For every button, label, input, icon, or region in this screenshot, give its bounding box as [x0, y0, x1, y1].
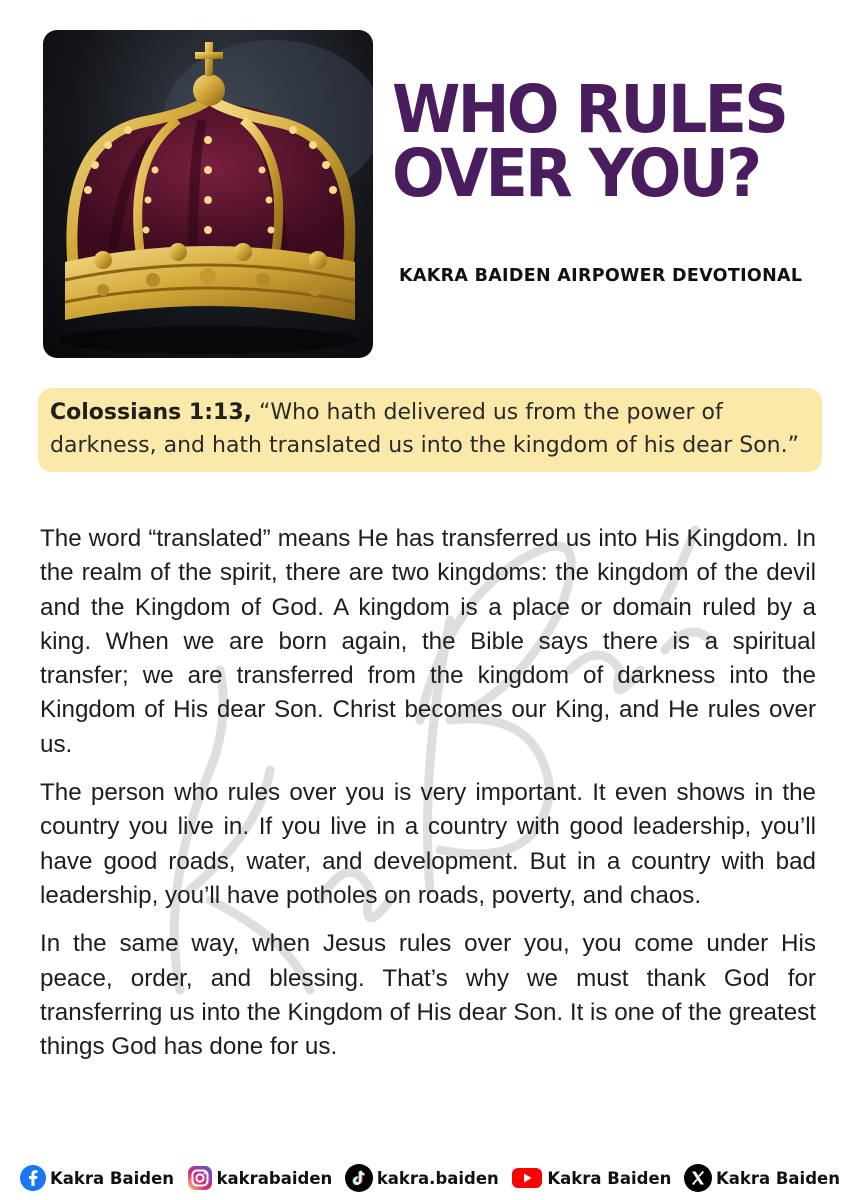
instagram-handle: kakrabaiden — [216, 1168, 333, 1188]
youtube-icon — [511, 1166, 543, 1190]
x-handle: Kakra Baiden — [715, 1168, 840, 1188]
devotional-subtitle: KAKRA BAIDEN AIRPOWER DEVOTIONAL — [399, 266, 803, 286]
social-x[interactable] — [684, 1164, 840, 1192]
x-icon — [684, 1164, 712, 1192]
title-line-1: WHO RULES — [392, 71, 787, 148]
social-tiktok[interactable] — [345, 1164, 499, 1192]
instagram-icon — [187, 1165, 213, 1191]
scripture-reference: Colossians 1:13, — [50, 400, 252, 425]
crown-image — [43, 30, 373, 358]
scripture-text: “Who hath delivered us from the power of darkness, and hath translated us into the kingdom of his dear Son.” — [50, 400, 799, 458]
scripture-highlight — [38, 388, 822, 472]
page-title — [392, 71, 806, 212]
social-facebook[interactable] — [20, 1165, 174, 1191]
devotional-body — [40, 522, 816, 1078]
paragraph-3: In the same way, when Jesus rules over you, you come under His peace, order, and blessing. That’s why we must thank God for transferring us into the Kingdom of His dear Son. It is one of the greatest things God has done for us. — [40, 930, 816, 1061]
facebook-handle: Kakra Baiden — [50, 1168, 175, 1188]
social-youtube[interactable] — [511, 1166, 671, 1190]
tiktok-handle: kakra.baiden — [376, 1168, 499, 1188]
social-instagram[interactable] — [187, 1165, 333, 1191]
facebook-icon — [20, 1165, 46, 1191]
title-line-2: OVER YOU? — [392, 135, 760, 212]
crown-illustration — [43, 30, 373, 358]
paragraph-2: The person who rules over you is very important. It even shows in the country you live in. If you live in a country with good leadership, you’ll have good roads, water, and development. But in a country with bad leadership, you’ll have potholes on roads, poverty, and chaos. — [40, 779, 816, 909]
paragraph-1: The word “translated” means He has transferred us into His Kingdom. In the realm of the spirit, there are two kingdoms: the kingdom of the devil and the Kingdom of God. A kingdom is a place or domain ruled by a king. When we are born again, the Bible says there is a spiritual transfer; we are transferred from the kingdom of darkness into the Kingdom of His dear Son. Christ becomes our King, and He rules over us. — [40, 525, 816, 758]
social-footer — [20, 1163, 840, 1193]
youtube-handle: Kakra Baiden — [547, 1168, 672, 1188]
tiktok-icon — [345, 1164, 373, 1192]
